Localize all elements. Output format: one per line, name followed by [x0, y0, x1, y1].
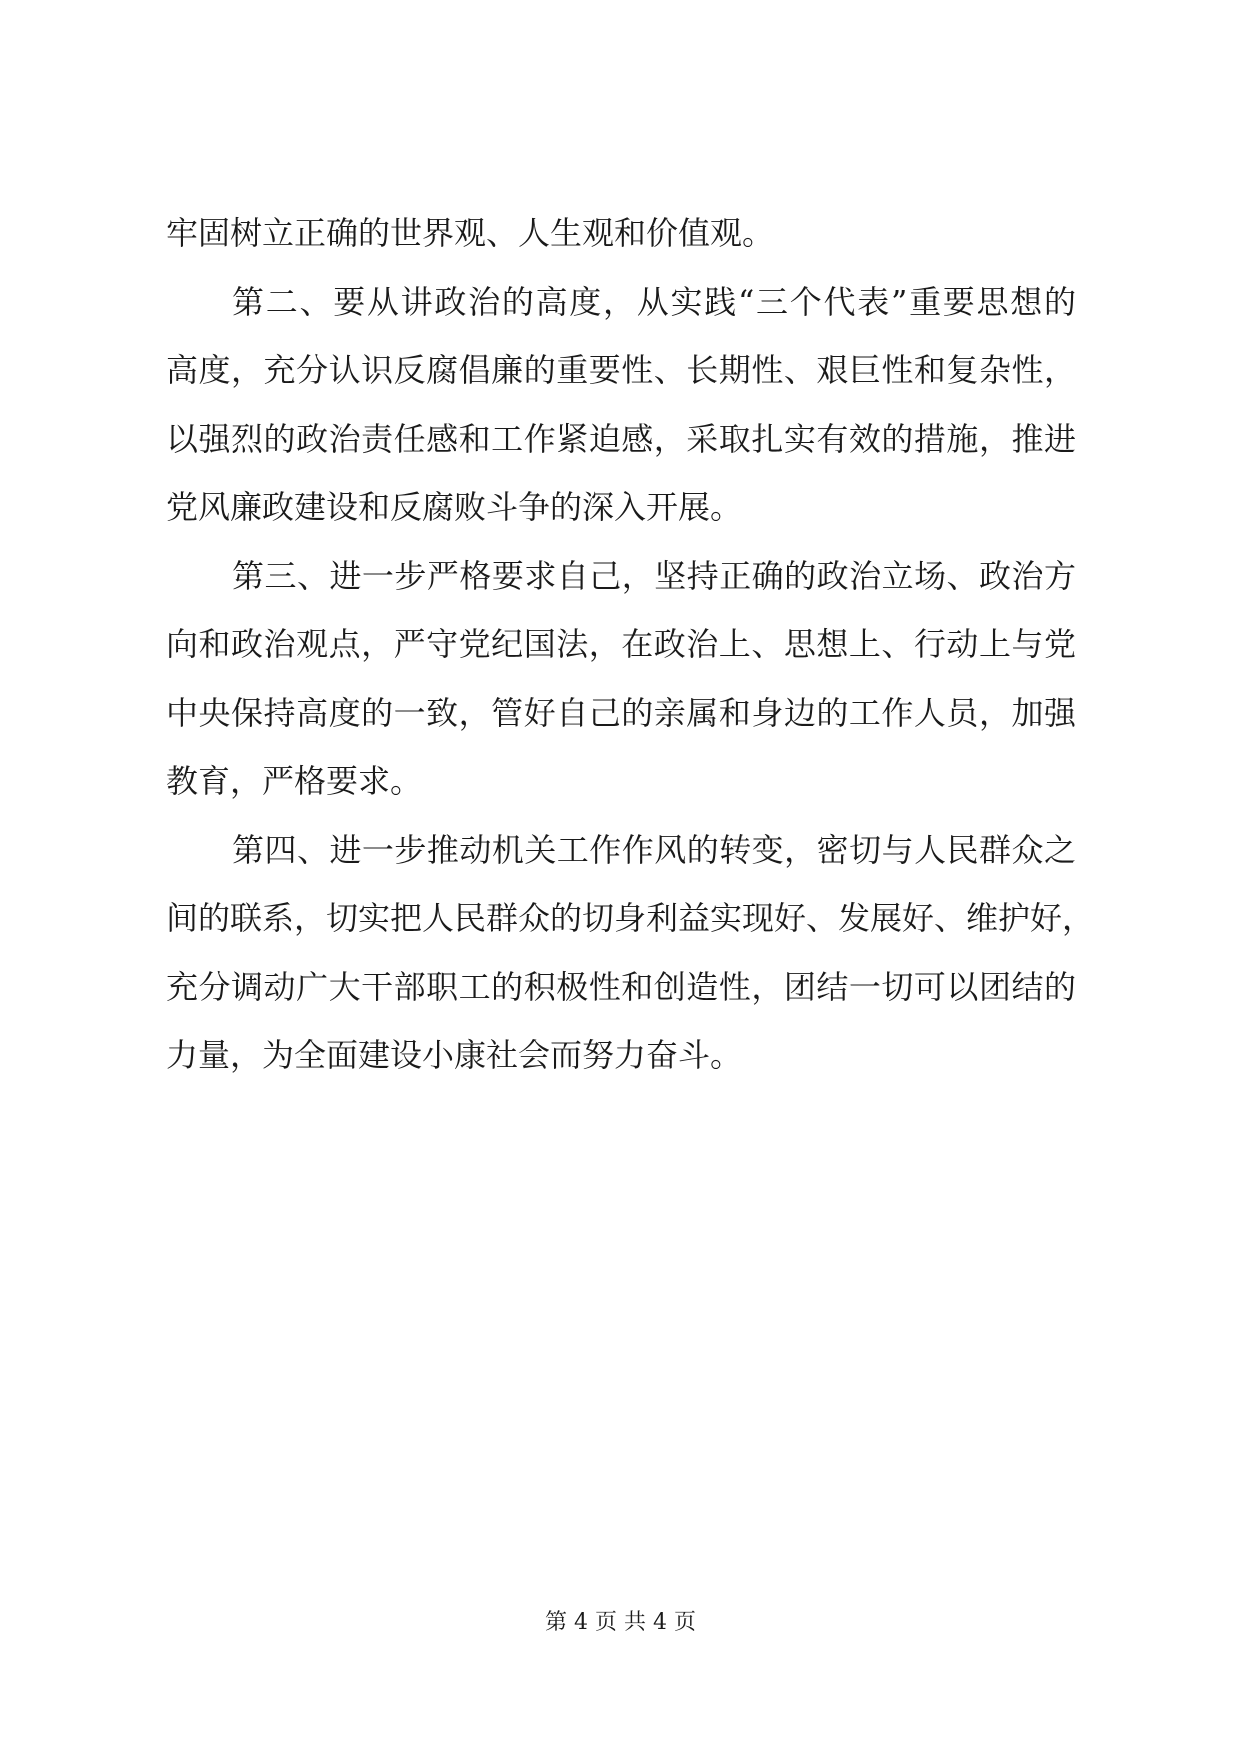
paragraph-1: [166, 199, 1076, 268]
paragraph-line: 以强烈的政治责任感和工作紧迫感，采取扎实有效的措施，推进: [166, 419, 1076, 458]
document-body: [166, 199, 1095, 1090]
paragraph-3: [166, 542, 1076, 816]
paragraph-line: 第四、进一步推动机关工作作风的转变，密切与人民群众之: [232, 830, 1076, 869]
paragraph-line: 高度，充分认识反腐倡廉的重要性、长期性、艰巨性和复杂性，: [166, 351, 1076, 389]
paragraph-line: 向和政治观点，严守党纪国法，在政治上、思想上、行动上与党: [166, 625, 1076, 663]
paragraph-line: 第二、要从讲政治的高度，从实践“三个代表”重要思想的: [232, 282, 1076, 321]
paragraph-line: 牢固树立正确的世界观、人生观和价值观。: [166, 214, 775, 252]
paragraph-line: 力量，为全面建设小康社会而努力奋斗。: [166, 1036, 743, 1074]
page-footer: 第 4 页 共 4 页: [545, 1610, 696, 1635]
paragraph-line: 间的联系，切实把人民群众的切身利益实现好、发展好、维护好，: [166, 899, 1095, 937]
paragraph-line: 第三、进一步严格要求自己，坚持正确的政治立场、政治方: [232, 556, 1076, 595]
paragraph-line: 党风廉政建设和反腐败斗争的深入开展。: [166, 488, 743, 526]
paragraph-line: 教育，严格要求。: [166, 762, 423, 800]
paragraph-2: [166, 268, 1076, 542]
paragraph-line: 充分调动广大干部职工的积极性和创造性，团结一切可以团结的: [166, 967, 1076, 1006]
paragraph-4: [166, 816, 1095, 1090]
paragraph-line: 中央保持高度的一致，管好自己的亲属和身边的工作人员，加强: [166, 693, 1076, 732]
